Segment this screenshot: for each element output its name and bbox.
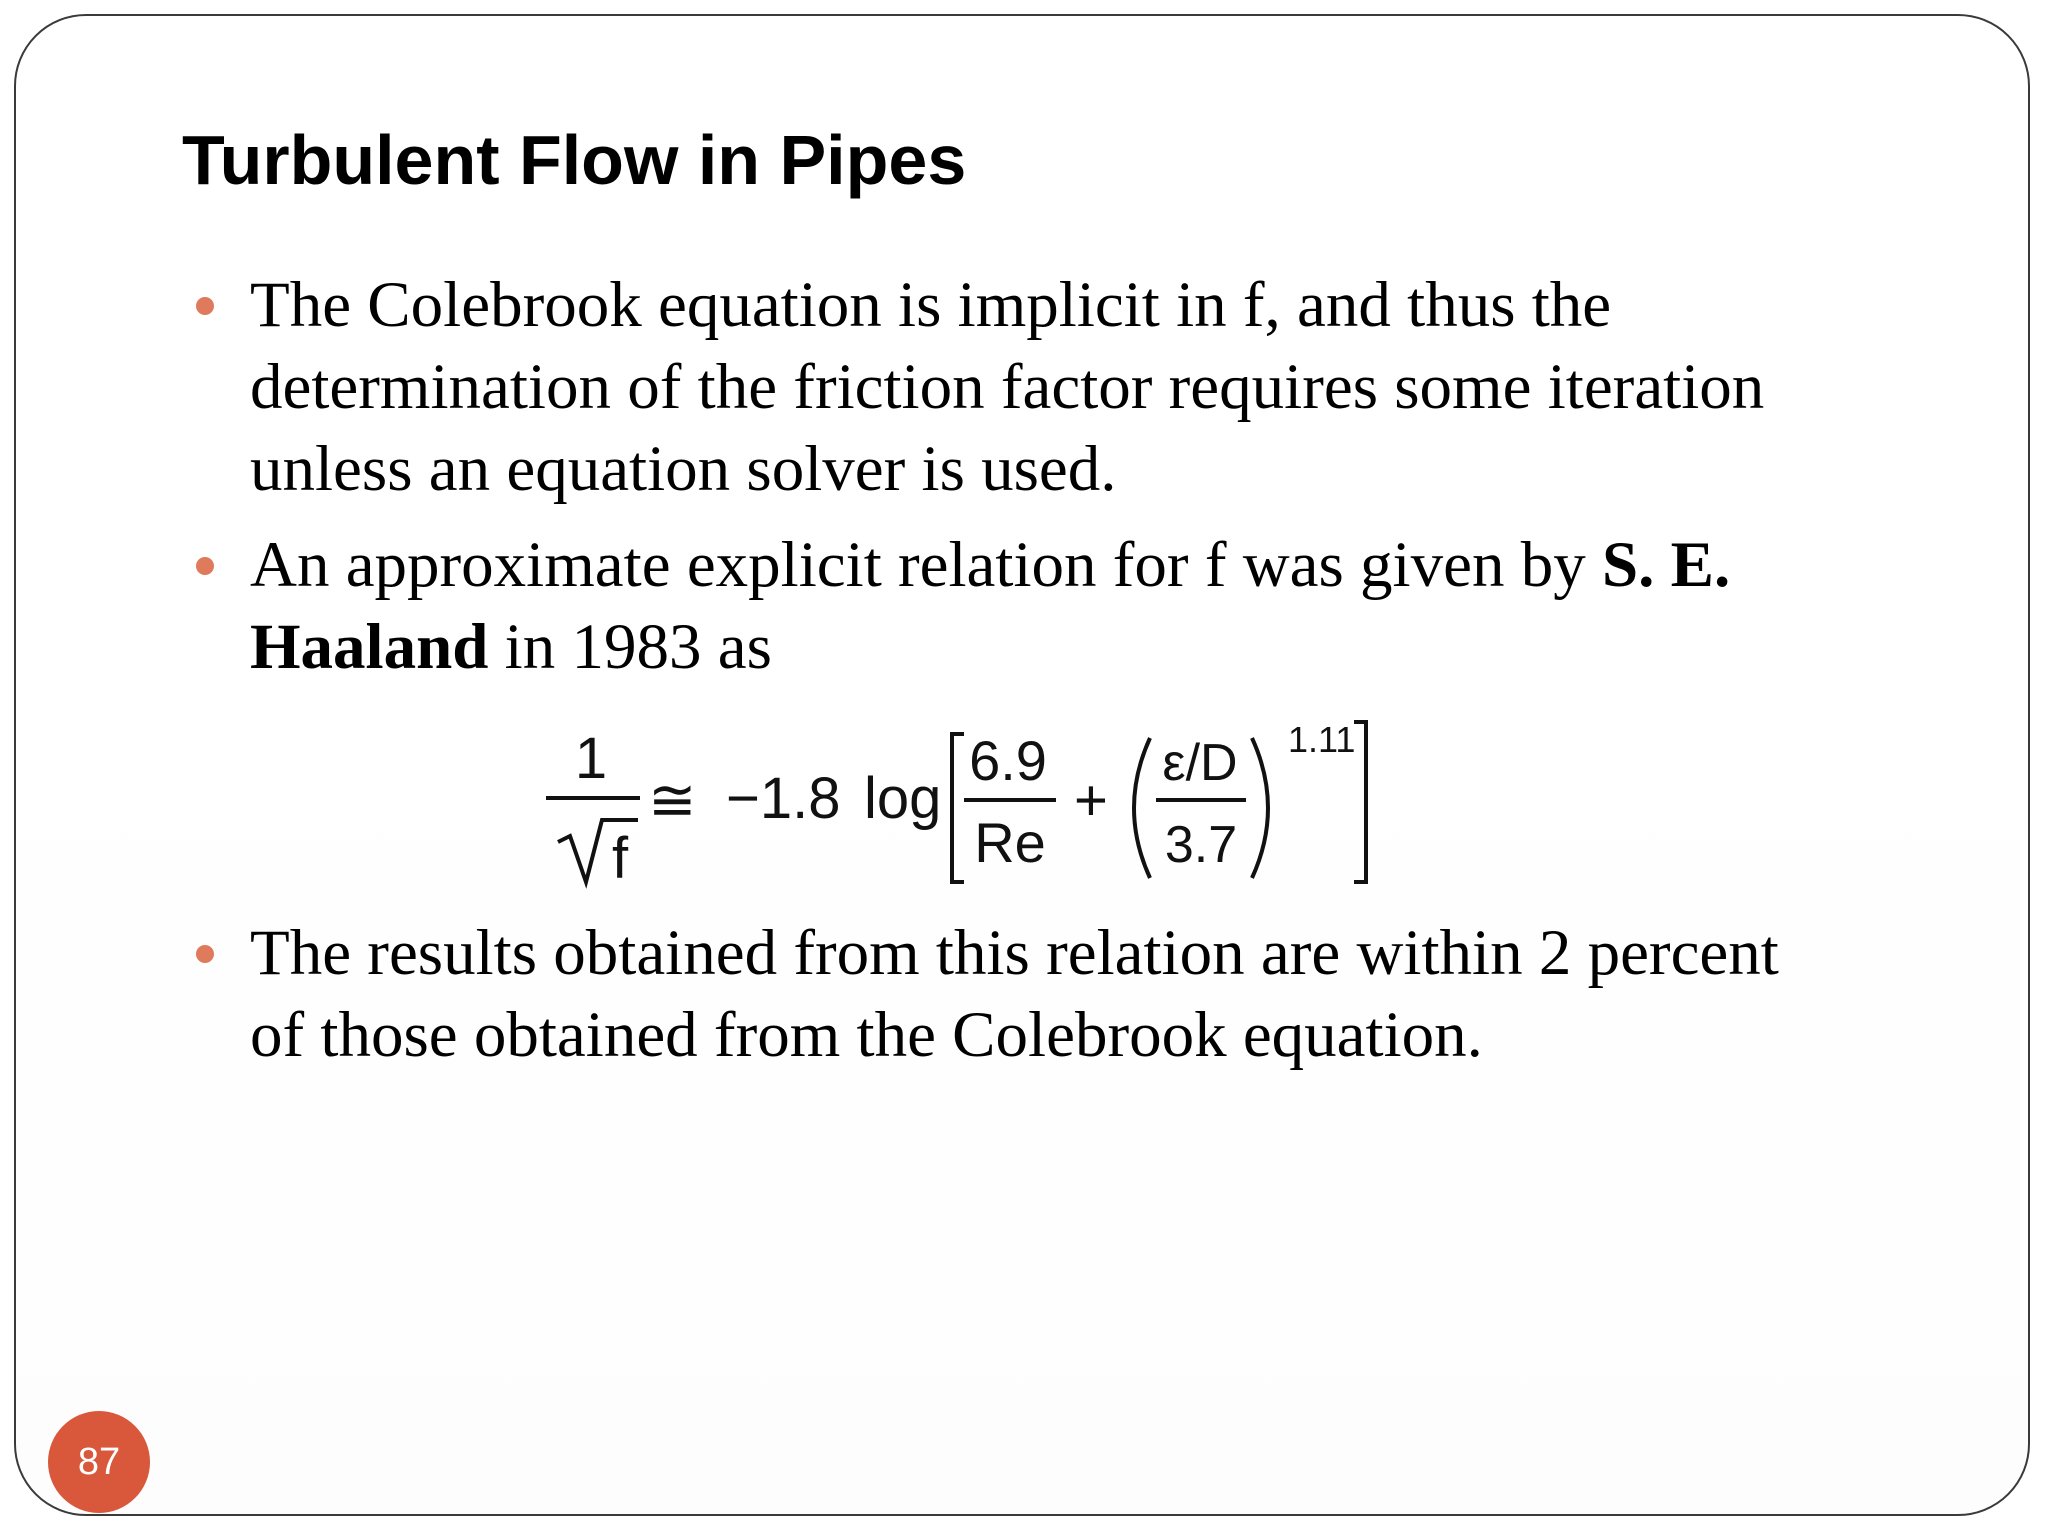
- term2-numerator: ε/D: [1162, 734, 1238, 792]
- term2-denominator: 3.7: [1164, 816, 1238, 874]
- exponent: 1.11: [1288, 719, 1356, 760]
- left-paren-icon: [1134, 738, 1150, 878]
- bullet-dot-icon: [196, 945, 214, 963]
- right-bracket-icon: [1354, 722, 1366, 882]
- bullet-line: determination of the friction factor requires some iteration: [250, 351, 1765, 423]
- right-paren-icon: [1252, 738, 1268, 878]
- bullet-haaland-relation: [186, 524, 1926, 688]
- bullet-line: of those obtained from the Colebrook equation.: [250, 999, 1483, 1071]
- bullet-line: The results obtained from this relation are within 2 percent: [250, 917, 1779, 989]
- bullet-text-run: in 1983 as: [488, 611, 772, 683]
- approx-equal-sign: ≅: [648, 768, 697, 833]
- bullet-text-run: An approximate explicit relation for f was given by: [250, 529, 1602, 601]
- haaland-equation-container: [186, 688, 1926, 912]
- bullet-dot-icon: [196, 297, 214, 315]
- term1-denominator: Re: [974, 811, 1046, 874]
- slide-title: Turbulent Flow in Pipes: [182, 121, 967, 199]
- author-name-bold: S. E.: [1601, 529, 1731, 601]
- bullet-dot-icon: [196, 557, 214, 575]
- lhs-radicand: f: [611, 826, 629, 891]
- slide: [14, 14, 2030, 1516]
- bullet-line: unless an equation solver is used.: [250, 433, 1117, 505]
- plus-sign: +: [1074, 768, 1108, 833]
- lhs-numerator: 1: [574, 726, 608, 791]
- log-label: log: [864, 766, 942, 831]
- coefficient: −1.8: [726, 766, 841, 831]
- bullet-line: [250, 606, 1926, 688]
- bullet-accuracy: [186, 912, 1926, 1076]
- author-surname-bold: Haaland: [250, 611, 489, 683]
- haaland-equation: [546, 712, 1566, 892]
- bullet-line: [250, 524, 1926, 606]
- bullet-list: [186, 264, 1926, 1076]
- left-bracket-icon: [952, 734, 964, 882]
- page-number-badge: 87: [48, 1411, 150, 1513]
- bullet-line: The Colebrook equation is implicit in f, and thus the: [250, 269, 1612, 341]
- bullet-colebrook-implicit: [186, 264, 1926, 510]
- term1-numerator: 6.9: [969, 729, 1047, 792]
